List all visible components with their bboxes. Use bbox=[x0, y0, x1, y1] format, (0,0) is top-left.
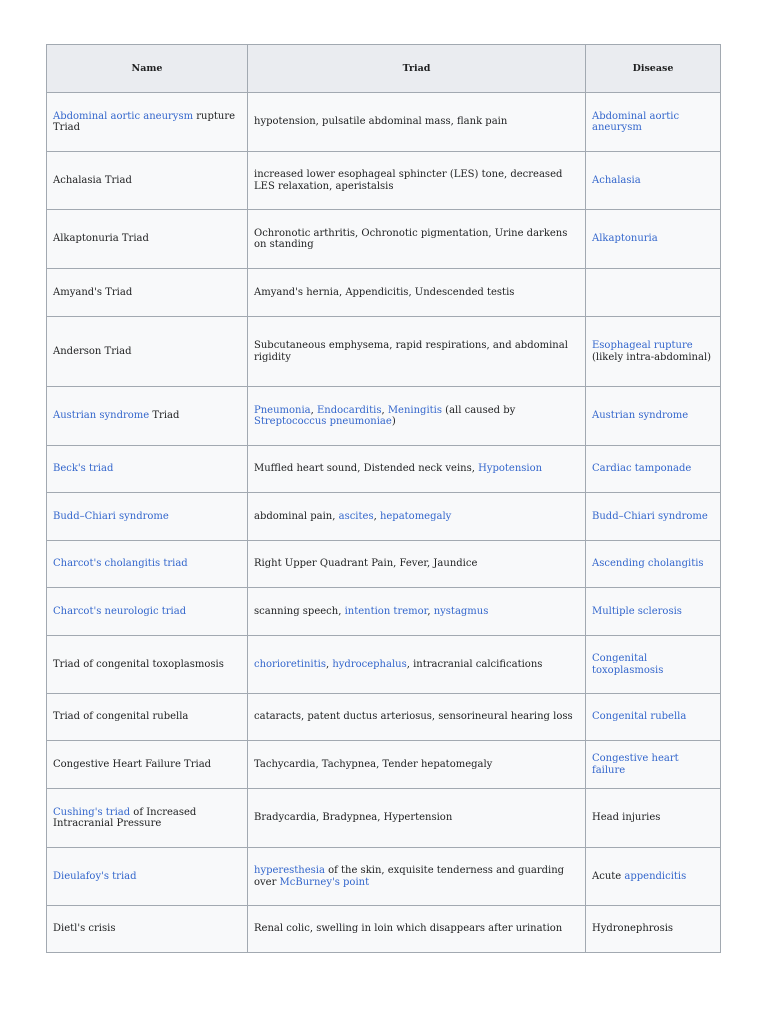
triad-link[interactable]: ascites bbox=[338, 510, 374, 522]
name-text: Amyand's Triad bbox=[53, 286, 133, 298]
triad-link[interactable]: Endocarditis bbox=[317, 404, 382, 416]
triad-text: Muffled heart sound, Distended neck veins, bbox=[254, 463, 479, 475]
triad-link[interactable]: nystagmus bbox=[433, 605, 489, 617]
disease-cell bbox=[586, 152, 721, 210]
name-cell bbox=[47, 152, 248, 210]
triads-table bbox=[46, 44, 721, 953]
disease-cell bbox=[586, 848, 721, 906]
name-link[interactable]: Budd–Chiari syndrome bbox=[53, 510, 169, 522]
table-row bbox=[47, 93, 721, 152]
disease-link[interactable]: Congenital toxoplasmosis bbox=[592, 653, 664, 676]
triad-text: , bbox=[427, 605, 434, 617]
triad-cell bbox=[248, 446, 586, 493]
table-row bbox=[47, 387, 721, 446]
triad-link[interactable]: Meningitis bbox=[387, 404, 442, 416]
triad-text: , intracranial calcifications bbox=[406, 658, 543, 670]
triad-cell bbox=[248, 152, 586, 210]
name-text: Achalasia Triad bbox=[53, 174, 132, 186]
triad-text: , bbox=[381, 404, 388, 416]
disease-cell bbox=[586, 493, 721, 541]
triad-text: Tachycardia, Tachypnea, Tender hepatomegaly bbox=[254, 758, 493, 770]
triad-link[interactable]: hepatomegaly bbox=[379, 510, 452, 522]
disease-link[interactable]: Budd–Chiari syndrome bbox=[592, 510, 708, 522]
triad-cell bbox=[248, 741, 586, 789]
name-text: Alkaptonuria Triad bbox=[53, 233, 149, 245]
disease-text: Acute bbox=[592, 870, 625, 882]
name-cell bbox=[47, 269, 248, 317]
triad-text: of the skin, exquisite tenderness and guarding over bbox=[254, 865, 565, 888]
name-text: Triad of congenital toxoplasmosis bbox=[53, 658, 224, 670]
name-text: rupture Triad bbox=[53, 110, 236, 133]
table-row bbox=[47, 446, 721, 493]
triad-text: increased lower esophageal sphincter (LES) tone, decreased LES relaxation, aperistalsis bbox=[254, 169, 563, 192]
name-text: Congestive Heart Failure Triad bbox=[53, 758, 212, 770]
disease-text: Head injuries bbox=[592, 812, 661, 824]
table-row bbox=[47, 636, 721, 694]
name-link[interactable]: Charcot's neurologic triad bbox=[53, 605, 187, 617]
name-text: Triad of congenital rubella bbox=[53, 711, 189, 723]
triad-link[interactable]: hydrocephalus bbox=[332, 658, 407, 670]
triad-cell bbox=[248, 694, 586, 741]
name-cell bbox=[47, 636, 248, 694]
disease-link[interactable]: appendicitis bbox=[624, 870, 687, 882]
table-body bbox=[47, 93, 721, 953]
disease-link[interactable]: Congestive heart failure bbox=[592, 753, 679, 776]
triad-text: Bradycardia, Bradypnea, Hypertension bbox=[254, 812, 453, 824]
name-link[interactable]: Charcot's cholangitis triad bbox=[53, 558, 188, 570]
table-row bbox=[47, 541, 721, 588]
name-link[interactable]: Beck's triad bbox=[53, 463, 114, 475]
disease-link[interactable]: Achalasia bbox=[592, 174, 641, 186]
name-link[interactable]: Abdominal aortic aneurysm bbox=[53, 110, 194, 122]
triad-link[interactable]: Pneumonia bbox=[254, 404, 311, 416]
triad-cell bbox=[248, 636, 586, 694]
triad-cell bbox=[248, 493, 586, 541]
triad-link[interactable]: McBurney's point bbox=[279, 876, 370, 888]
triad-cell bbox=[248, 789, 586, 848]
disease-cell bbox=[586, 541, 721, 588]
disease-cell bbox=[586, 210, 721, 269]
disease-cell bbox=[586, 446, 721, 493]
triad-text: abdominal pain, bbox=[254, 510, 339, 522]
disease-link[interactable]: Cardiac tamponade bbox=[592, 463, 692, 475]
disease-cell bbox=[586, 636, 721, 694]
triad-cell bbox=[248, 317, 586, 387]
table-row bbox=[47, 906, 721, 953]
name-text: Triad bbox=[149, 410, 180, 422]
name-cell bbox=[47, 446, 248, 493]
triad-cell bbox=[248, 541, 586, 588]
name-text: of Increased Intracranial Pressure bbox=[53, 806, 197, 829]
triad-text: ) bbox=[391, 416, 396, 427]
triad-link[interactable]: Streptococcus pneumoniae bbox=[254, 416, 392, 427]
triad-link[interactable]: intention tremor bbox=[344, 605, 428, 617]
name-cell bbox=[47, 848, 248, 906]
triad-text: scanning speech, bbox=[254, 605, 345, 617]
column-header-name[interactable]: Name bbox=[47, 45, 248, 93]
disease-link[interactable]: Esophageal rupture bbox=[592, 340, 693, 351]
disease-link[interactable]: Abdominal aortic aneurysm bbox=[592, 110, 680, 133]
disease-cell bbox=[586, 387, 721, 446]
triad-text: Renal colic, swelling in loin which disappears after urination bbox=[254, 923, 563, 935]
triad-text: , bbox=[373, 510, 380, 522]
disease-link[interactable]: Austrian syndrome bbox=[592, 410, 689, 422]
triad-link[interactable]: Hypotension bbox=[478, 463, 543, 475]
triad-text: , bbox=[325, 658, 333, 670]
name-cell bbox=[47, 493, 248, 541]
header-row bbox=[47, 45, 721, 93]
triad-text: hypotension, pulsatile abdominal mass, flank pain bbox=[254, 116, 508, 128]
name-link[interactable]: Austrian syndrome bbox=[53, 410, 150, 422]
triad-cell bbox=[248, 848, 586, 906]
name-text: Dietl's crisis bbox=[53, 923, 116, 935]
triad-text: Right Upper Quadrant Pain, Fever, Jaundice bbox=[254, 558, 478, 570]
disease-cell bbox=[586, 317, 721, 387]
disease-link[interactable]: Congenital rubella bbox=[592, 711, 687, 723]
table-row bbox=[47, 317, 721, 387]
disease-link[interactable]: Multiple sclerosis bbox=[592, 605, 682, 617]
disease-cell bbox=[586, 269, 721, 317]
name-cell bbox=[47, 741, 248, 789]
name-cell bbox=[47, 906, 248, 953]
name-cell bbox=[47, 694, 248, 741]
triad-link[interactable]: chorioretinitis bbox=[254, 658, 326, 670]
name-cell bbox=[47, 317, 248, 387]
table-row bbox=[47, 493, 721, 541]
disease-cell bbox=[586, 93, 721, 152]
triad-text: Amyand's hernia, Appendicitis, Undescended testis bbox=[254, 286, 515, 298]
triad-text: cataracts, patent ductus arteriosus, sensorineural hearing loss bbox=[254, 711, 573, 723]
table-row bbox=[47, 152, 721, 210]
disease-text: Hydronephrosis bbox=[592, 923, 674, 935]
disease-cell bbox=[586, 789, 721, 848]
disease-cell bbox=[586, 741, 721, 789]
triad-cell bbox=[248, 588, 586, 636]
disease-link[interactable]: Ascending cholangitis bbox=[592, 558, 704, 570]
column-header-triad[interactable]: Triad bbox=[248, 45, 586, 93]
table-row bbox=[47, 694, 721, 741]
table-row bbox=[47, 848, 721, 906]
table-row bbox=[47, 741, 721, 789]
triad-text: (all caused by bbox=[442, 404, 516, 416]
disease-link[interactable]: Alkaptonuria bbox=[592, 233, 658, 245]
triad-cell bbox=[248, 210, 586, 269]
table-row bbox=[47, 210, 721, 269]
triad-cell bbox=[248, 387, 586, 446]
table-row bbox=[47, 789, 721, 848]
triad-text: Subcutaneous emphysema, rapid respirations, and abdominal rigidity bbox=[254, 340, 568, 363]
triad-cell bbox=[248, 906, 586, 953]
table-row bbox=[47, 269, 721, 317]
table-row bbox=[47, 588, 721, 636]
triad-cell bbox=[248, 93, 586, 152]
column-header-disease[interactable]: Disease bbox=[586, 45, 721, 93]
name-cell bbox=[47, 387, 248, 446]
disease-text: (likely intra-abdominal) bbox=[592, 351, 712, 363]
name-cell bbox=[47, 789, 248, 848]
name-text: Anderson Triad bbox=[53, 345, 132, 357]
name-cell bbox=[47, 541, 248, 588]
disease-cell bbox=[586, 694, 721, 741]
disease-cell bbox=[586, 588, 721, 636]
name-cell bbox=[47, 93, 248, 152]
name-cell bbox=[47, 210, 248, 269]
name-link[interactable]: Dieulafoy's triad bbox=[53, 870, 137, 882]
triad-link[interactable]: hyperesthesia bbox=[254, 865, 325, 876]
name-cell bbox=[47, 588, 248, 636]
triad-text: Ochronotic arthritis, Ochronotic pigmentation, Urine darkens on standing bbox=[254, 227, 568, 250]
disease-cell bbox=[586, 906, 721, 953]
name-link[interactable]: Cushing's triad bbox=[53, 806, 131, 818]
triad-cell bbox=[248, 269, 586, 317]
triad-text: , bbox=[310, 404, 317, 416]
